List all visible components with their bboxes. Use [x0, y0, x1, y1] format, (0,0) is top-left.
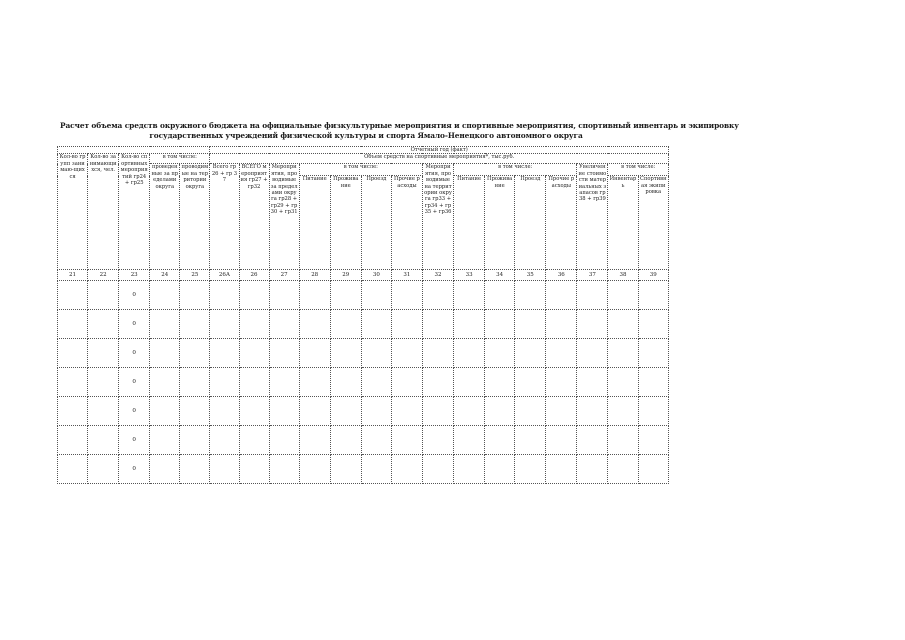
table-cell[interactable]: [361, 310, 391, 339]
events-count-cell[interactable]: 0: [119, 339, 150, 368]
period-blank-cell: [58, 147, 210, 154]
header-travel-inside: Проезд: [515, 176, 546, 270]
table-cell[interactable]: [454, 339, 485, 368]
table-row: [58, 455, 669, 484]
table-cell[interactable]: [88, 426, 119, 455]
table-cell[interactable]: [180, 455, 210, 484]
table-cell[interactable]: [58, 397, 88, 426]
table-cell[interactable]: [391, 339, 422, 368]
table-cell[interactable]: [638, 397, 668, 426]
table-cell[interactable]: [88, 455, 119, 484]
table-cell[interactable]: [210, 368, 239, 397]
table-cell[interactable]: [485, 339, 515, 368]
column-number: 36: [546, 270, 577, 281]
table-cell[interactable]: [608, 281, 638, 310]
table-cell[interactable]: [150, 368, 180, 397]
header-travel-outside: Проезд: [361, 176, 391, 270]
column-number-row: [58, 270, 669, 281]
column-number: 29: [330, 270, 361, 281]
table-cell[interactable]: [299, 397, 330, 426]
table-cell[interactable]: [577, 368, 608, 397]
table-cell[interactable]: [422, 455, 453, 484]
table-cell[interactable]: [330, 310, 361, 339]
table-cell[interactable]: [608, 368, 638, 397]
table-cell[interactable]: [180, 368, 210, 397]
table-cell[interactable]: [577, 339, 608, 368]
table-cell[interactable]: [239, 339, 269, 368]
table-cell[interactable]: [422, 281, 453, 310]
table-cell[interactable]: [299, 368, 330, 397]
table-cell[interactable]: [239, 368, 269, 397]
document-title-line-2: государственных учреждений физической культуры и спорта Ямало-Ненецкого автономного округа: [149, 131, 583, 140]
table-cell[interactable]: [88, 281, 119, 310]
table-cell[interactable]: [577, 426, 608, 455]
table-cell[interactable]: [239, 281, 269, 310]
header-total-events-26: ВСЕГО мероприятия гр27 + гр32: [239, 164, 269, 270]
table-cell[interactable]: [299, 339, 330, 368]
header-participants-count: Кол-во занимающихся, чел.: [88, 154, 119, 270]
table-cell[interactable]: [239, 426, 269, 455]
table-cell[interactable]: [299, 281, 330, 310]
table-cell[interactable]: [210, 281, 239, 310]
table-cell[interactable]: [391, 281, 422, 310]
table-cell[interactable]: [422, 426, 453, 455]
header-outside-region-events: проведенные за пределами округа: [150, 164, 180, 270]
table-cell[interactable]: [515, 281, 546, 310]
table-cell[interactable]: [608, 455, 638, 484]
table-cell[interactable]: [269, 455, 299, 484]
table-cell[interactable]: [239, 397, 269, 426]
header-in-that-number-material: в том числе:: [608, 164, 669, 176]
table-cell[interactable]: [638, 455, 668, 484]
column-number: 34: [485, 270, 515, 281]
table-cell[interactable]: [58, 281, 88, 310]
table-cell[interactable]: [608, 310, 638, 339]
table-cell[interactable]: [454, 368, 485, 397]
column-number: 24: [150, 270, 180, 281]
period-label: Отчетный год (факт): [210, 147, 669, 154]
table-cell[interactable]: [210, 397, 239, 426]
table-cell[interactable]: [269, 310, 299, 339]
column-number: 21: [58, 270, 88, 281]
table-cell[interactable]: [515, 426, 546, 455]
events-count-cell[interactable]: 0: [119, 455, 150, 484]
table-cell[interactable]: [454, 310, 485, 339]
table-row: [58, 310, 669, 339]
table-cell[interactable]: [361, 426, 391, 455]
header-groups-count: Кол-во групп занимаю-щихся: [58, 154, 88, 270]
table-cell[interactable]: [180, 281, 210, 310]
header-lodging-outside: Проживание: [330, 176, 361, 270]
table-cell[interactable]: [330, 339, 361, 368]
table-cell[interactable]: [546, 339, 577, 368]
table-cell[interactable]: [546, 397, 577, 426]
table-cell[interactable]: [454, 426, 485, 455]
budget-calculation-table: [57, 146, 669, 484]
table-cell[interactable]: [180, 397, 210, 426]
table-cell[interactable]: [485, 455, 515, 484]
header-food-outside: Питание: [299, 176, 330, 270]
column-number: 39: [638, 270, 668, 281]
table-cell[interactable]: [515, 368, 546, 397]
table-cell[interactable]: [361, 339, 391, 368]
table-cell[interactable]: [454, 397, 485, 426]
table-cell[interactable]: [269, 397, 299, 426]
table-cell[interactable]: [58, 455, 88, 484]
table-cell[interactable]: [58, 426, 88, 455]
table-row: [58, 339, 669, 368]
table-cell[interactable]: [485, 397, 515, 426]
document-title-line-1: Расчет объема средств окружного бюджета на официальные физкультурные мероприятия и спортивные мероприятия, спортивный инвентарь и экипировку: [60, 121, 739, 130]
table-cell[interactable]: [608, 426, 638, 455]
table-cell[interactable]: [150, 426, 180, 455]
events-count-cell[interactable]: 0: [119, 397, 150, 426]
table-row: [58, 368, 669, 397]
header-lodging-inside: Проживание: [485, 176, 515, 270]
table-cell[interactable]: [330, 281, 361, 310]
column-number: 30: [361, 270, 391, 281]
table-cell[interactable]: [577, 281, 608, 310]
header-other-outside: Прочие расходы: [391, 176, 422, 270]
table-cell[interactable]: [546, 368, 577, 397]
column-number: 25: [180, 270, 210, 281]
table-cell[interactable]: [150, 397, 180, 426]
table-cell[interactable]: [361, 368, 391, 397]
table-cell[interactable]: [58, 368, 88, 397]
table-cell[interactable]: [180, 310, 210, 339]
events-count-cell[interactable]: 0: [119, 426, 150, 455]
column-number: 37: [577, 270, 608, 281]
table-cell[interactable]: [88, 310, 119, 339]
column-number: 31: [391, 270, 422, 281]
table-cell[interactable]: [391, 310, 422, 339]
table-cell[interactable]: [422, 397, 453, 426]
header-sport-gear: Спортивная экипировка: [638, 176, 668, 270]
table-cell[interactable]: [269, 339, 299, 368]
table-cell[interactable]: [515, 339, 546, 368]
table-cell[interactable]: [299, 426, 330, 455]
table-cell[interactable]: [608, 397, 638, 426]
column-number: 22: [88, 270, 119, 281]
table-cell[interactable]: [330, 368, 361, 397]
table-row: [58, 281, 669, 310]
table-cell[interactable]: [210, 455, 239, 484]
header-total-26a: Всего гр 26 + гр 37: [210, 164, 239, 270]
table-cell[interactable]: [299, 455, 330, 484]
column-number: 33: [454, 270, 485, 281]
table-cell[interactable]: [577, 310, 608, 339]
table-cell[interactable]: [422, 368, 453, 397]
header-inside-region-cost: Мероприятия, проводимые на территории округа гр33 + гр34 + гр35 + гр36: [422, 164, 453, 270]
table-cell[interactable]: [180, 339, 210, 368]
table-cell[interactable]: [577, 455, 608, 484]
table-cell[interactable]: [150, 310, 180, 339]
table-cell[interactable]: [150, 455, 180, 484]
table-cell[interactable]: [361, 397, 391, 426]
table-cell[interactable]: [638, 310, 668, 339]
table-cell[interactable]: [638, 339, 668, 368]
table-cell[interactable]: [330, 397, 361, 426]
table-cell[interactable]: [546, 281, 577, 310]
column-number: 32: [422, 270, 453, 281]
table-cell[interactable]: [454, 281, 485, 310]
table-cell[interactable]: [210, 426, 239, 455]
header-outside-region-cost: Мероприятия, проводимые за пределами округа гр28 + гр29 + гр30 + гр31: [269, 164, 299, 270]
column-number: 26: [239, 270, 269, 281]
header-in-that-number-events: в том числе:: [150, 154, 210, 164]
table-cell[interactable]: [515, 310, 546, 339]
events-count-cell[interactable]: 0: [119, 310, 150, 339]
table-cell[interactable]: [391, 397, 422, 426]
table-cell[interactable]: [239, 455, 269, 484]
table-cell[interactable]: [361, 281, 391, 310]
table-cell[interactable]: [239, 310, 269, 339]
column-number: 26А: [210, 270, 239, 281]
header-food-inside: Питание: [454, 176, 485, 270]
table-cell[interactable]: [361, 455, 391, 484]
header-in-that-number-inside: в том числе:: [454, 164, 577, 176]
table-row: [58, 397, 669, 426]
table-cell[interactable]: [546, 455, 577, 484]
table-cell[interactable]: [546, 310, 577, 339]
header-equipment: Инвентарь: [608, 176, 638, 270]
header-events-count: Кол-во спортивных мероприятий гр24 + гр25: [119, 154, 150, 270]
table-cell[interactable]: [330, 426, 361, 455]
table-cell[interactable]: [299, 310, 330, 339]
table-cell[interactable]: [88, 368, 119, 397]
table-cell[interactable]: [391, 426, 422, 455]
column-number: 27: [269, 270, 299, 281]
header-other-inside: Прочие расходы: [546, 176, 577, 270]
table-cell[interactable]: [515, 455, 546, 484]
column-number: 38: [608, 270, 638, 281]
table-cell[interactable]: [269, 368, 299, 397]
table-cell[interactable]: [485, 426, 515, 455]
table-cell[interactable]: [150, 281, 180, 310]
table-cell[interactable]: [88, 339, 119, 368]
table-cell[interactable]: [391, 368, 422, 397]
table-cell[interactable]: [88, 397, 119, 426]
table-cell[interactable]: [269, 281, 299, 310]
table-cell[interactable]: [391, 455, 422, 484]
table-cell[interactable]: [638, 281, 668, 310]
table-cell[interactable]: [546, 426, 577, 455]
table-cell[interactable]: [180, 426, 210, 455]
table-cell[interactable]: [485, 281, 515, 310]
column-number: 23: [119, 270, 150, 281]
header-volume-group: Объем средств на спортивные мероприятия*, тыс.руб.: [210, 154, 669, 164]
table-cell[interactable]: [577, 397, 608, 426]
table-cell[interactable]: [58, 310, 88, 339]
header-in-that-number-outside: в том числе:: [299, 164, 422, 176]
events-count-cell[interactable]: 0: [119, 281, 150, 310]
table-cell[interactable]: [330, 455, 361, 484]
document-title: [60, 121, 739, 141]
events-count-cell[interactable]: 0: [119, 368, 150, 397]
table-cell[interactable]: [58, 339, 88, 368]
column-number: 35: [515, 270, 546, 281]
table-cell[interactable]: [485, 310, 515, 339]
column-number: 28: [299, 270, 330, 281]
header-material-stock: Увеличение стоимости материальных запасов гр 38 + гр39: [577, 164, 608, 270]
header-inside-region-events: проводимые на территории округа: [180, 164, 210, 270]
table-cell[interactable]: [485, 368, 515, 397]
table-cell[interactable]: [422, 310, 453, 339]
table-cell[interactable]: [422, 339, 453, 368]
table-cell[interactable]: [210, 339, 239, 368]
table-cell[interactable]: [150, 339, 180, 368]
table-cell[interactable]: [515, 397, 546, 426]
table-cell[interactable]: [638, 426, 668, 455]
table-row: [58, 426, 669, 455]
table-cell[interactable]: [269, 426, 299, 455]
table-cell[interactable]: [454, 455, 485, 484]
table-cell[interactable]: [638, 368, 668, 397]
table-cell[interactable]: [608, 339, 638, 368]
table-cell[interactable]: [210, 310, 239, 339]
